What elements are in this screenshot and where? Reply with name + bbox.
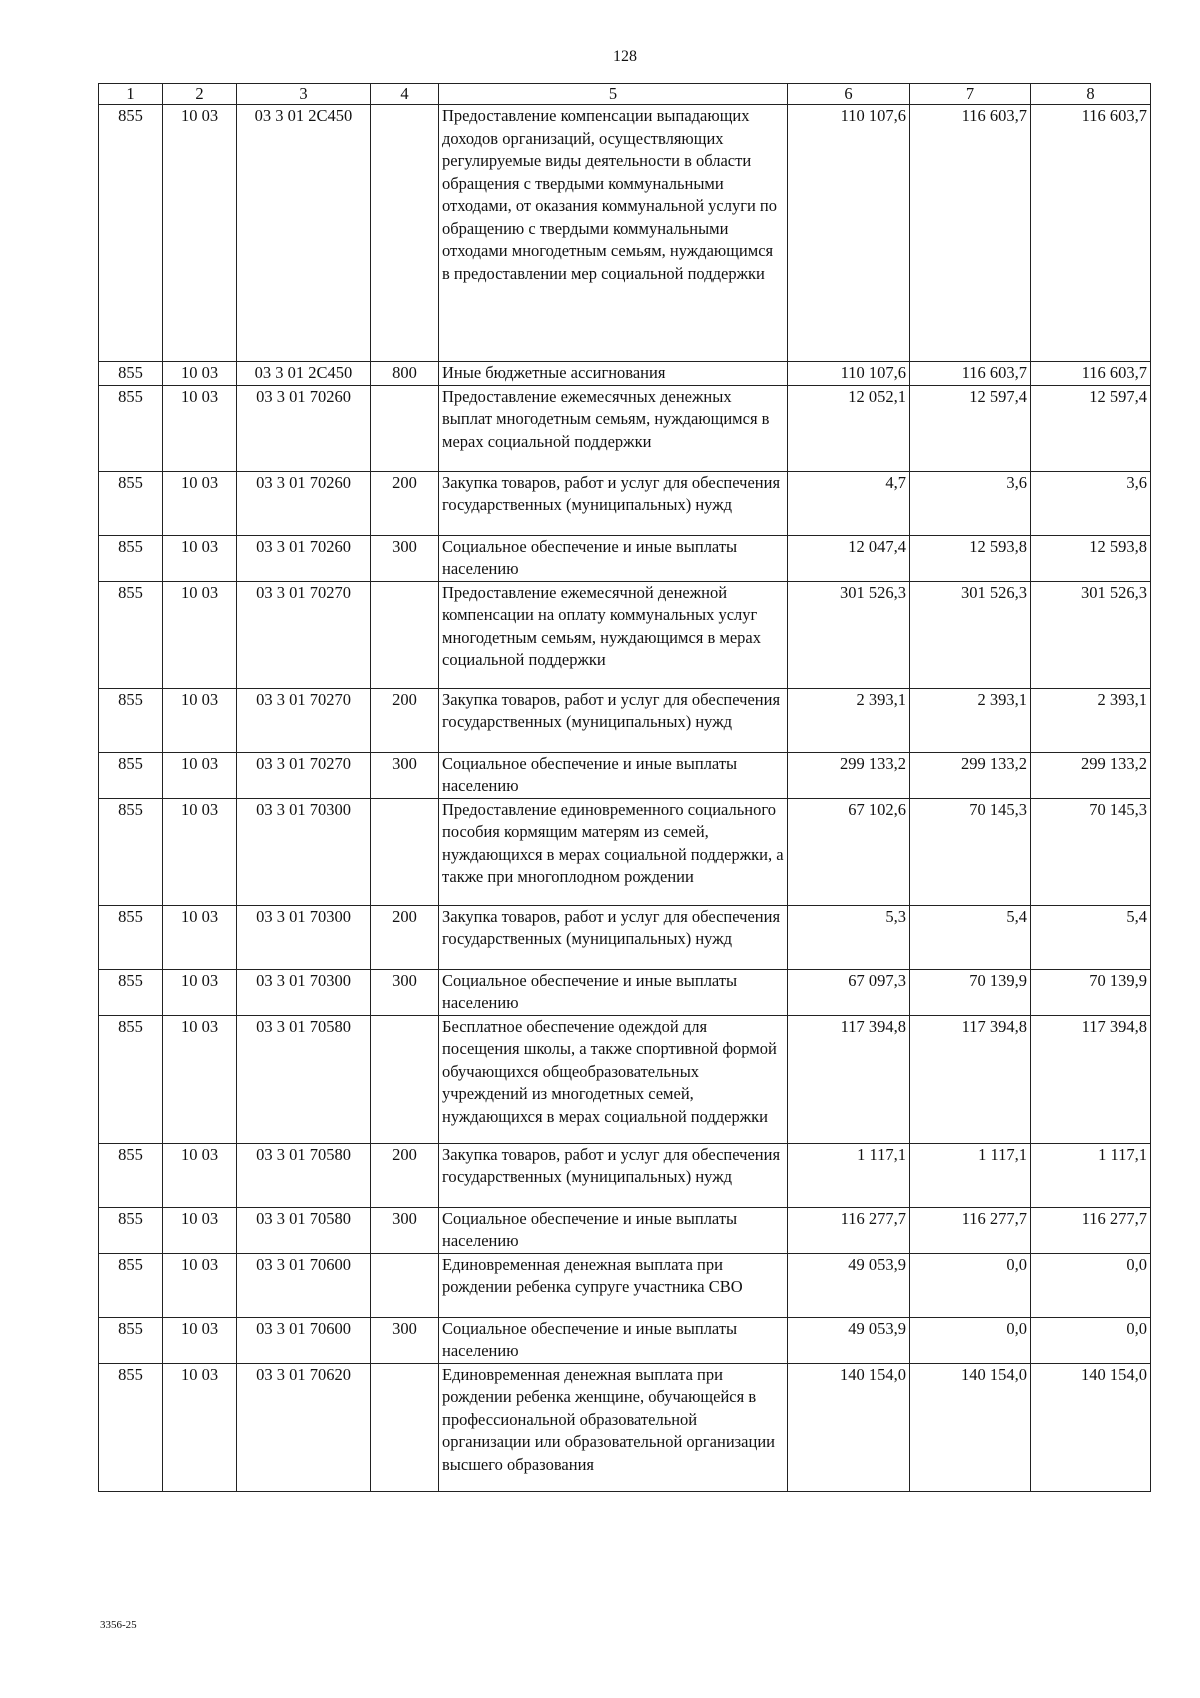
- amount-2026: 116 277,7: [910, 1207, 1031, 1253]
- table-row: [99, 471, 1151, 535]
- section-code: 10 03: [163, 1207, 237, 1253]
- amount-2027: 1 117,1: [1031, 1143, 1151, 1207]
- amount-2027: 140 154,0: [1031, 1363, 1151, 1491]
- amount-2027: 116 277,7: [1031, 1207, 1151, 1253]
- table-row: [99, 385, 1151, 471]
- amount-2027: 12 597,4: [1031, 385, 1151, 471]
- description: Единовременная денежная выплата при рождении ребенка супруге участника СВО: [439, 1253, 788, 1317]
- expense-type-code: [371, 1363, 439, 1491]
- column-header: 7: [910, 84, 1031, 105]
- table-row: [99, 362, 1151, 386]
- section-code: 10 03: [163, 1143, 237, 1207]
- amount-2026: 70 139,9: [910, 969, 1031, 1015]
- department-code: 855: [99, 581, 163, 688]
- target-article-code: 03 3 01 70300: [237, 905, 371, 969]
- department-code: 855: [99, 1207, 163, 1253]
- description: Закупка товаров, работ и услуг для обеспечения государственных (муниципальных) нужд: [439, 471, 788, 535]
- column-header: 5: [439, 84, 788, 105]
- department-code: 855: [99, 798, 163, 905]
- section-code: 10 03: [163, 798, 237, 905]
- expense-type-code: 800: [371, 362, 439, 386]
- amount-2025: 117 394,8: [788, 1015, 910, 1143]
- amount-2025: 5,3: [788, 905, 910, 969]
- description: Закупка товаров, работ и услуг для обеспечения государственных (муниципальных) нужд: [439, 1143, 788, 1207]
- description: Предоставление единовременного социального пособия кормящим матерям из семей, нуждающихся в мерах социальной поддержки, а также при многоплодном рождении: [439, 798, 788, 905]
- target-article-code: 03 3 01 70270: [237, 752, 371, 798]
- target-article-code: 03 3 01 70260: [237, 471, 371, 535]
- amount-2025: 2 393,1: [788, 688, 910, 752]
- expense-type-code: [371, 798, 439, 905]
- section-code: 10 03: [163, 105, 237, 362]
- amount-2025: 12 052,1: [788, 385, 910, 471]
- section-code: 10 03: [163, 1363, 237, 1491]
- amount-2026: 2 393,1: [910, 688, 1031, 752]
- description: Закупка товаров, работ и услуг для обеспечения государственных (муниципальных) нужд: [439, 905, 788, 969]
- section-code: 10 03: [163, 752, 237, 798]
- table-row: [99, 798, 1151, 905]
- description: Предоставление компенсации выпадающих доходов организаций, осуществляющих регулируемые виды деятельности в области обращения с твердыми коммунальными отходами, от оказания коммунальной услуги по обращению с твердыми коммунальными отходами многодетным семьям, нуждающимся в предоставлении мер социальной поддержки: [439, 105, 788, 362]
- department-code: 855: [99, 105, 163, 362]
- amount-2026: 301 526,3: [910, 581, 1031, 688]
- target-article-code: 03 3 01 70300: [237, 798, 371, 905]
- column-header: 3: [237, 84, 371, 105]
- description: Бесплатное обеспечение одеждой для посещения школы, а также спортивной формой обучающихся общеобразовательных учреждений из многодетных семей, нуждающихся в мерах социальной поддержки: [439, 1015, 788, 1143]
- table-row: [99, 1253, 1151, 1317]
- description: Социальное обеспечение и иные выплаты населению: [439, 535, 788, 581]
- amount-2026: 5,4: [910, 905, 1031, 969]
- table-row: [99, 1015, 1151, 1143]
- amount-2026: 0,0: [910, 1317, 1031, 1363]
- column-header: 8: [1031, 84, 1151, 105]
- expense-type-code: 300: [371, 969, 439, 1015]
- department-code: 855: [99, 688, 163, 752]
- expense-type-code: [371, 581, 439, 688]
- amount-2025: 12 047,4: [788, 535, 910, 581]
- target-article-code: 03 3 01 70620: [237, 1363, 371, 1491]
- section-code: 10 03: [163, 581, 237, 688]
- table-row: [99, 688, 1151, 752]
- amount-2026: 1 117,1: [910, 1143, 1031, 1207]
- department-code: 855: [99, 1143, 163, 1207]
- department-code: 855: [99, 752, 163, 798]
- table-row: [99, 105, 1151, 362]
- amount-2026: 140 154,0: [910, 1363, 1031, 1491]
- expense-type-code: 300: [371, 752, 439, 798]
- section-code: 10 03: [163, 1253, 237, 1317]
- department-code: 855: [99, 1015, 163, 1143]
- amount-2027: 116 603,7: [1031, 105, 1151, 362]
- department-code: 855: [99, 969, 163, 1015]
- amount-2025: 110 107,6: [788, 362, 910, 386]
- section-code: 10 03: [163, 535, 237, 581]
- table-row: [99, 905, 1151, 969]
- amount-2025: 299 133,2: [788, 752, 910, 798]
- section-code: 10 03: [163, 688, 237, 752]
- description: Социальное обеспечение и иные выплаты населению: [439, 752, 788, 798]
- expense-type-code: [371, 1015, 439, 1143]
- table-header-row: [99, 84, 1151, 105]
- description: Предоставление ежемесячной денежной компенсации на оплату коммунальных услуг многодетным семьям, нуждающимся в мерах социальной поддержки: [439, 581, 788, 688]
- department-code: 855: [99, 471, 163, 535]
- amount-2025: 49 053,9: [788, 1317, 910, 1363]
- amount-2025: 116 277,7: [788, 1207, 910, 1253]
- table-row: [99, 1207, 1151, 1253]
- table-row: [99, 581, 1151, 688]
- target-article-code: 03 3 01 70600: [237, 1317, 371, 1363]
- amount-2025: 49 053,9: [788, 1253, 910, 1317]
- section-code: 10 03: [163, 1015, 237, 1143]
- expense-type-code: [371, 1253, 439, 1317]
- expense-type-code: 200: [371, 1143, 439, 1207]
- expense-type-code: 200: [371, 471, 439, 535]
- department-code: 855: [99, 1363, 163, 1491]
- expense-type-code: 200: [371, 905, 439, 969]
- table-row: [99, 752, 1151, 798]
- amount-2026: 117 394,8: [910, 1015, 1031, 1143]
- amount-2025: 301 526,3: [788, 581, 910, 688]
- section-code: 10 03: [163, 362, 237, 386]
- section-code: 10 03: [163, 969, 237, 1015]
- amount-2025: 110 107,6: [788, 105, 910, 362]
- amount-2026: 116 603,7: [910, 362, 1031, 386]
- description: Единовременная денежная выплата при рождении ребенка женщине, обучающейся в профессиональной образовательной организации или образовательной организации высшего образования: [439, 1363, 788, 1491]
- target-article-code: 03 3 01 2С450: [237, 362, 371, 386]
- amount-2027: 70 145,3: [1031, 798, 1151, 905]
- amount-2027: 116 603,7: [1031, 362, 1151, 386]
- department-code: 855: [99, 1317, 163, 1363]
- column-header: 1: [99, 84, 163, 105]
- table-row: [99, 535, 1151, 581]
- amount-2025: 67 097,3: [788, 969, 910, 1015]
- target-article-code: 03 3 01 70580: [237, 1015, 371, 1143]
- amount-2027: 301 526,3: [1031, 581, 1151, 688]
- target-article-code: 03 3 01 70600: [237, 1253, 371, 1317]
- description: Закупка товаров, работ и услуг для обеспечения государственных (муниципальных) нужд: [439, 688, 788, 752]
- target-article-code: 03 3 01 70580: [237, 1143, 371, 1207]
- amount-2025: 1 117,1: [788, 1143, 910, 1207]
- amount-2027: 117 394,8: [1031, 1015, 1151, 1143]
- department-code: 855: [99, 362, 163, 386]
- amount-2026: 299 133,2: [910, 752, 1031, 798]
- target-article-code: 03 3 01 2С450: [237, 105, 371, 362]
- expense-type-code: 300: [371, 1207, 439, 1253]
- page-number: 128: [613, 48, 637, 65]
- table-row: [99, 1317, 1151, 1363]
- section-code: 10 03: [163, 471, 237, 535]
- expense-type-code: 300: [371, 535, 439, 581]
- amount-2026: 0,0: [910, 1253, 1031, 1317]
- description: Социальное обеспечение и иные выплаты населению: [439, 969, 788, 1015]
- department-code: 855: [99, 905, 163, 969]
- target-article-code: 03 3 01 70260: [237, 535, 371, 581]
- amount-2026: 3,6: [910, 471, 1031, 535]
- amount-2027: 3,6: [1031, 471, 1151, 535]
- description: Социальное обеспечение и иные выплаты населению: [439, 1317, 788, 1363]
- amount-2026: 12 593,8: [910, 535, 1031, 581]
- table-row: [99, 1143, 1151, 1207]
- document-code: 3356-25: [100, 1619, 137, 1631]
- amount-2027: 5,4: [1031, 905, 1151, 969]
- column-header: 2: [163, 84, 237, 105]
- target-article-code: 03 3 01 70270: [237, 688, 371, 752]
- expense-type-code: [371, 385, 439, 471]
- amount-2027: 70 139,9: [1031, 969, 1151, 1015]
- target-article-code: 03 3 01 70300: [237, 969, 371, 1015]
- target-article-code: 03 3 01 70580: [237, 1207, 371, 1253]
- amount-2027: 299 133,2: [1031, 752, 1151, 798]
- column-header: 6: [788, 84, 910, 105]
- amount-2026: 116 603,7: [910, 105, 1031, 362]
- amount-2026: 12 597,4: [910, 385, 1031, 471]
- amount-2025: 67 102,6: [788, 798, 910, 905]
- section-code: 10 03: [163, 385, 237, 471]
- amount-2027: 0,0: [1031, 1253, 1151, 1317]
- department-code: 855: [99, 385, 163, 471]
- department-code: 855: [99, 1253, 163, 1317]
- column-header: 4: [371, 84, 439, 105]
- section-code: 10 03: [163, 905, 237, 969]
- description: Социальное обеспечение и иные выплаты населению: [439, 1207, 788, 1253]
- description: Иные бюджетные ассигнования: [439, 362, 788, 386]
- amount-2027: 2 393,1: [1031, 688, 1151, 752]
- amount-2027: 0,0: [1031, 1317, 1151, 1363]
- target-article-code: 03 3 01 70270: [237, 581, 371, 688]
- table-row: [99, 1363, 1151, 1491]
- expense-type-code: 200: [371, 688, 439, 752]
- expense-type-code: [371, 105, 439, 362]
- section-code: 10 03: [163, 1317, 237, 1363]
- amount-2027: 12 593,8: [1031, 535, 1151, 581]
- amount-2025: 140 154,0: [788, 1363, 910, 1491]
- description: Предоставление ежемесячных денежных выплат многодетным семьям, нуждающимся в мерах социальной поддержки: [439, 385, 788, 471]
- expense-type-code: 300: [371, 1317, 439, 1363]
- department-code: 855: [99, 535, 163, 581]
- target-article-code: 03 3 01 70260: [237, 385, 371, 471]
- budget-table: [98, 83, 1151, 1492]
- table-row: [99, 969, 1151, 1015]
- amount-2025: 4,7: [788, 471, 910, 535]
- amount-2026: 70 145,3: [910, 798, 1031, 905]
